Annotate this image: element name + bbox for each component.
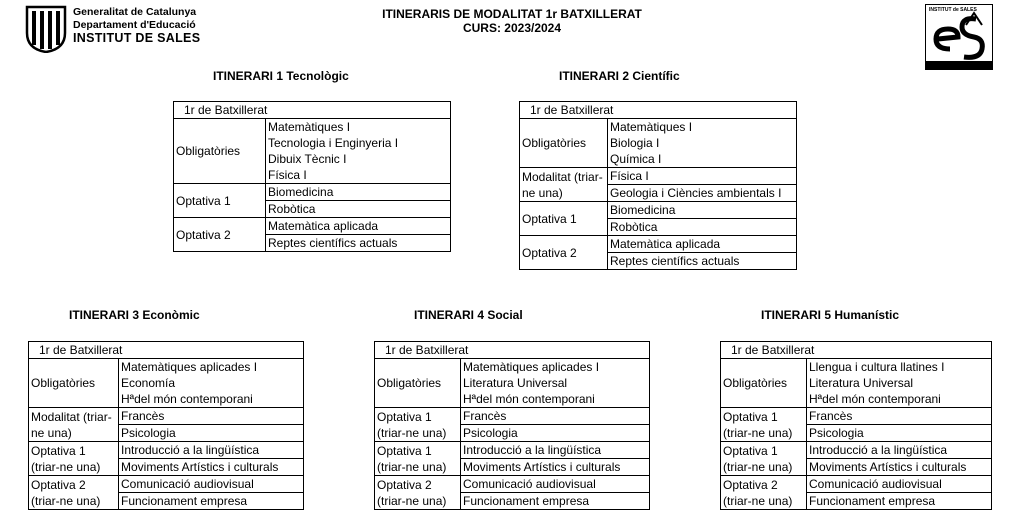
group-label: Optativa 1 — [520, 202, 608, 236]
group-label: Optativa 2 (triar-ne una) — [29, 476, 119, 510]
subject: Hªdel món contemporani — [807, 391, 992, 408]
group-label: Optativa 2 — [520, 236, 608, 270]
group-label: Optativa 1 (triar-ne una) — [721, 408, 807, 442]
subject: Hªdel món contemporani — [461, 391, 650, 408]
subject: Matemàtiques aplicades I — [461, 359, 650, 376]
subject: Dibuix Tècnic I — [266, 151, 451, 167]
course-header: 1r de Batxillerat — [520, 102, 797, 119]
group-label: Optativa 2 (triar-ne una) — [721, 476, 807, 510]
group-label: Optativa 1 (triar-ne una) — [375, 408, 461, 442]
subject: Biomedicina — [608, 202, 797, 219]
subject: Reptes científics actuals — [266, 235, 451, 252]
subject: Geologia i Ciències ambientals I — [608, 185, 797, 202]
subject: Economía — [119, 375, 304, 391]
group-label: Obligatòries — [721, 359, 807, 408]
subject: Matemàtica aplicada — [266, 218, 451, 235]
subject: Comunicació audiovisual — [461, 476, 650, 493]
subject: Matemàtiques I — [266, 119, 451, 136]
group-label: Optativa 1 (triar-ne una) — [375, 442, 461, 476]
group-label: Optativa 2 (triar-ne una) — [375, 476, 461, 510]
school-logo — [925, 4, 993, 70]
subject: Introducció a la lingüística — [807, 442, 992, 459]
itinerary-1-table — [173, 101, 451, 252]
group-label: Optativa 2 — [174, 218, 266, 252]
group-label: Obligatòries — [174, 119, 266, 184]
subject: Moviments Artístics i culturals — [461, 459, 650, 476]
subject: Matemàtica aplicada — [608, 236, 797, 253]
course-header: 1r de Batxillerat — [29, 342, 304, 359]
title-line-2: CURS: 2023/2024 — [462, 21, 562, 35]
itinerary-5-title: ITINERARI 5 Humanístic — [761, 308, 900, 322]
subject: Funcionament empresa — [119, 493, 304, 510]
subject: Biomedicina — [266, 184, 451, 201]
itinerary-3-title: ITINERARI 3 Econòmic — [69, 308, 200, 322]
group-label: Optativa 1 (triar-ne una) — [721, 442, 807, 476]
subject: Reptes científics actuals — [608, 253, 797, 270]
subject: Francès — [461, 408, 650, 425]
subject: Francès — [119, 408, 304, 425]
itinerary-2-title: ITINERARI 2 Científic — [559, 69, 680, 83]
org-name: Generalitat de Catalunya — [73, 6, 197, 18]
subject: Comunicació audiovisual — [807, 476, 992, 493]
subject: Robòtica — [608, 219, 797, 236]
group-label: Obligatòries — [520, 119, 608, 168]
subject: Introducció a la lingüística — [119, 442, 304, 459]
group-label: Modalitat (triar-ne una) — [520, 168, 608, 202]
subject: Física I — [266, 167, 451, 184]
school-logo-text: INSTITUT de SALES — [929, 7, 977, 13]
subject: Introducció a la lingüística — [461, 442, 650, 459]
itinerary-3-table — [28, 341, 304, 510]
school-name: INSTITUT DE SALES — [73, 31, 201, 45]
itinerary-5-table — [720, 341, 992, 510]
subject: Psicologia — [461, 425, 650, 442]
itinerary-1-title: ITINERARI 1 Tecnològic — [213, 69, 349, 83]
itinerary-2-table — [519, 101, 797, 270]
subject: Hªdel món contemporani — [119, 391, 304, 408]
subject: Matemàtiques aplicades I — [119, 359, 304, 376]
subject: Matemàtiques I — [608, 119, 797, 136]
subject: Literatura Universal — [461, 375, 650, 391]
group-label: Optativa 1 — [174, 184, 266, 218]
course-header: 1r de Batxillerat — [721, 342, 992, 359]
group-label: Modalitat (triar-ne una) — [29, 408, 119, 442]
page-title — [0, 7, 1024, 35]
subject: Funcionament empresa — [461, 493, 650, 510]
subject: Comunicació audiovisual — [119, 476, 304, 493]
subject: Robòtica — [266, 201, 451, 218]
subject: Literatura Universal — [807, 375, 992, 391]
title-line-1: ITINERARIS DE MODALITAT 1r BATXILLERAT — [382, 7, 642, 21]
subject: Moviments Artístics i culturals — [807, 459, 992, 476]
subject: Física I — [608, 168, 797, 185]
group-label: Obligatòries — [375, 359, 461, 408]
itinerary-4-table — [374, 341, 650, 510]
course-header: 1r de Batxillerat — [375, 342, 650, 359]
subject: Tecnologia i Enginyeria I — [266, 135, 451, 151]
department-name: Departament d'Educació — [73, 19, 196, 31]
subject: Psicologia — [119, 425, 304, 442]
subject: Llengua i cultura llatines I — [807, 359, 992, 376]
subject: Biologia I — [608, 135, 797, 151]
subject: Francès — [807, 408, 992, 425]
group-label: Obligatòries — [29, 359, 119, 408]
subject: Moviments Artístics i culturals — [119, 459, 304, 476]
subject: Psicologia — [807, 425, 992, 442]
subject: Química I — [608, 151, 797, 168]
subject: Funcionament empresa — [807, 493, 992, 510]
group-label: Optativa 1 (triar-ne una) — [29, 442, 119, 476]
itinerary-4-title: ITINERARI 4 Social — [414, 308, 523, 322]
course-header: 1r de Batxillerat — [174, 102, 451, 119]
